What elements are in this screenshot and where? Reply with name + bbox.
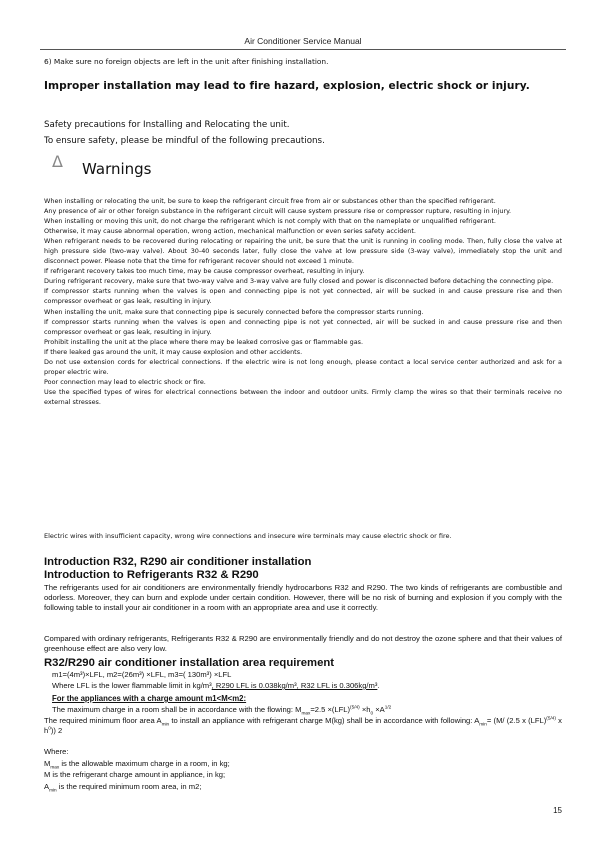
warning-paragraph: If compressor starts running when the valves is open and connecting pipe is not yet connected, air will be sucked in and cause pressure rise and then compressor overheat or gas leak, resulting in injury. [44, 287, 562, 306]
warning-paragraph: When installing or relocating the unit, be sure to keep the refrigerant circuit free from air or substances other than the specified refrigerant. [44, 197, 496, 205]
warning-triangle-icon: Δ [52, 152, 63, 171]
lfl-prefix: Where LFL is the lower flammable limit in kg/m³ [52, 681, 212, 690]
min-sub: min [161, 721, 170, 727]
safety-line-2: To ensure safety, please be mindful of the following precautions. [44, 136, 325, 146]
warning-paragraph: Otherwise, it may cause abnormal operation, wrong action, mechanical malfunction or even series safety accident. [44, 227, 416, 236]
lfl-definition [52, 681, 562, 690]
def-mmax [44, 758, 562, 770]
page-header: Air Conditioner Service Manual [244, 36, 362, 46]
h0-part: ×h [359, 705, 371, 714]
warning-paragraph: Do not use extension cords for electrical connections. If the electric wire is not long enough, please contact a local service center authorized and ask for a proper electric wire. [44, 357, 562, 376]
exp-half: 1/2 [384, 704, 392, 710]
def-amin-sub: min [49, 787, 57, 793]
warning-paragraph: When refrigerant needs to be recovered during relocating or repairing the unit, be sure that the unit is running in cooling mode. Then, fully close the valve at high pressure side (two-way valve). About 30-40 seconds later, fully close the valve at low pressure side (3-way valve), immediately stop the unit and disconnect power. Please note that the time for refrigerant recover should not exceed 1 minute. [44, 237, 562, 266]
lfl-end: . [377, 681, 380, 690]
max-sub: max [301, 710, 311, 716]
max-charge-text: The maximum charge in a room shall be in accordance with the flowing: M [52, 705, 302, 714]
warning-paragraph: Poor connection may lead to electric shock or fire. [44, 377, 206, 386]
warning-paragraph: When installing the unit, make sure that connecting pipe is securely connected before the compressor starts running. [44, 307, 424, 316]
header-rule [40, 49, 566, 50]
area-requirement-heading: R32/R290 air conditioner installation area requirement [44, 657, 335, 669]
max-charge-eq: =2.5 ×(LFL) [310, 705, 351, 714]
min-sub-2: min [479, 721, 487, 727]
warnings-body [44, 196, 562, 407]
safety-line-1: Safety precautions for Installing and Relocating the unit. [44, 120, 290, 130]
safety-precautions [44, 117, 562, 149]
warning-paragraph: Use the specified types of wires for electrical connections between the indoor and outdoor units. Firmly clamp the wires so that their terminals receive no external stresses. [44, 387, 562, 406]
warning-paragraph: Any presence of air or other foreign substance in the refrigerant circuit will cause system pressure rise or compressor rupture, resulting in injury. [44, 207, 512, 216]
comparison-paragraph: Compared with ordinary refrigerants, Refrigerants R32 & R290 are environmentally friendly and do not destroy the ozone sphere and that their values of greenhouse effect are also very low. [44, 634, 562, 654]
amin-formula: = (M/ (2.5 x (LFL) [486, 716, 547, 725]
lfl-values: , R290 LFL is 0.038kg/m³, R32 LFL is 0.306kg/m³ [211, 681, 378, 690]
def-mmax-symbol: M [44, 758, 51, 768]
definitions [44, 746, 562, 792]
warning-paragraph: When installing or moving this unit, do not charge the refrigerant which is not comply with that on the nameplate or unqualified refrigerant. [44, 217, 496, 226]
appliances-charge-heading: For the appliances with a charge amount m1<M<m2: [52, 694, 247, 703]
max-charge-formula [52, 705, 562, 714]
amin-h-exp: 0 [48, 725, 51, 731]
intro-heading-installation: Introduction R32, R290 air conditioner installation [44, 556, 312, 568]
warning-paragraph: If there leaked gas around the unit, it may cause explosion and other accidents. [44, 347, 303, 356]
def-amin-symbol: A [44, 781, 50, 791]
a-part: ×A [373, 705, 385, 714]
warnings-title: Warnings [82, 160, 152, 178]
amin-end: )) 2 [50, 726, 63, 736]
intro-heading-refrigerants: Introduction to Refrigerants R32 & R290 [44, 569, 259, 581]
exp-5-4-b: (5/4) [546, 715, 556, 721]
def-amin-text: is the required minimum room area, in m2; [56, 781, 202, 791]
installation-step-6: 6) Make sure no foreign objects are left in the unit after finishing installation. [44, 57, 329, 66]
warning-paragraph: Prohibit installing the unit at the place where there may be leaked corrosive gas or flammable gas. [44, 337, 364, 346]
def-amin [44, 781, 562, 793]
improper-installation-warning: Improper installation may lead to fire hazard, explosion, electric shock or injury. [44, 80, 530, 92]
warning-paragraph: If refrigerant recovery takes too much time, may be cause compressor overheat, resulting in injury. [44, 267, 365, 276]
required-min-area [44, 716, 562, 736]
intro-paragraph: The refrigerants used for air conditioners are environmentally friendly hydrocarbons R32 and R290. The two kinds of refrigerants are combustible and odorless. Moreover, they can burn and explode under certain condition. However, there will be no risk of burning and explosion if you comply with the following table to install your air conditioner in a room with an appropriate area and use it correctly. [44, 583, 562, 613]
charge-limits-formula: m1=(4m³)×LFL, m2=(26m³) ×LFL, m3=( 130m³) ×LFL [52, 670, 232, 679]
where-label: Where: [44, 747, 69, 756]
def-mmax-text: is the allowable maximum charge in a room, in kg; [59, 758, 230, 768]
warning-paragraph: During refrigerant recovery, make sure that two-way valve and 3-way valve are fully closed and power is disconnected before detaching the connecting pipe. [44, 277, 554, 286]
amin-tail: x h [44, 716, 562, 736]
required-rest: to install an appliance with refrigerant charge M(kg) shall be in accordance with following: A [169, 716, 480, 725]
exp-5-4: (5/4) [350, 704, 360, 710]
page-number: 15 [553, 806, 562, 815]
warnings-heading [44, 152, 562, 182]
def-m: M is the refrigerant charge amount in appliance, in kg; [44, 770, 226, 780]
h0-sub: 0 [370, 710, 374, 716]
warning-paragraph: If compressor starts running when the valves is open and connecting pipe is not yet connected, air will be sucked in and cause pressure rise and then compressor overheat or gas leak, resulting in injury. [44, 317, 562, 336]
def-mmax-sub: max [50, 764, 60, 770]
warning-wire-capacity: Electric wires with insufficient capacity, wrong wire connections and insecure wire terminals may cause electric shock or fire. [44, 532, 452, 540]
required-text: The required minimum floor area A [44, 716, 162, 725]
